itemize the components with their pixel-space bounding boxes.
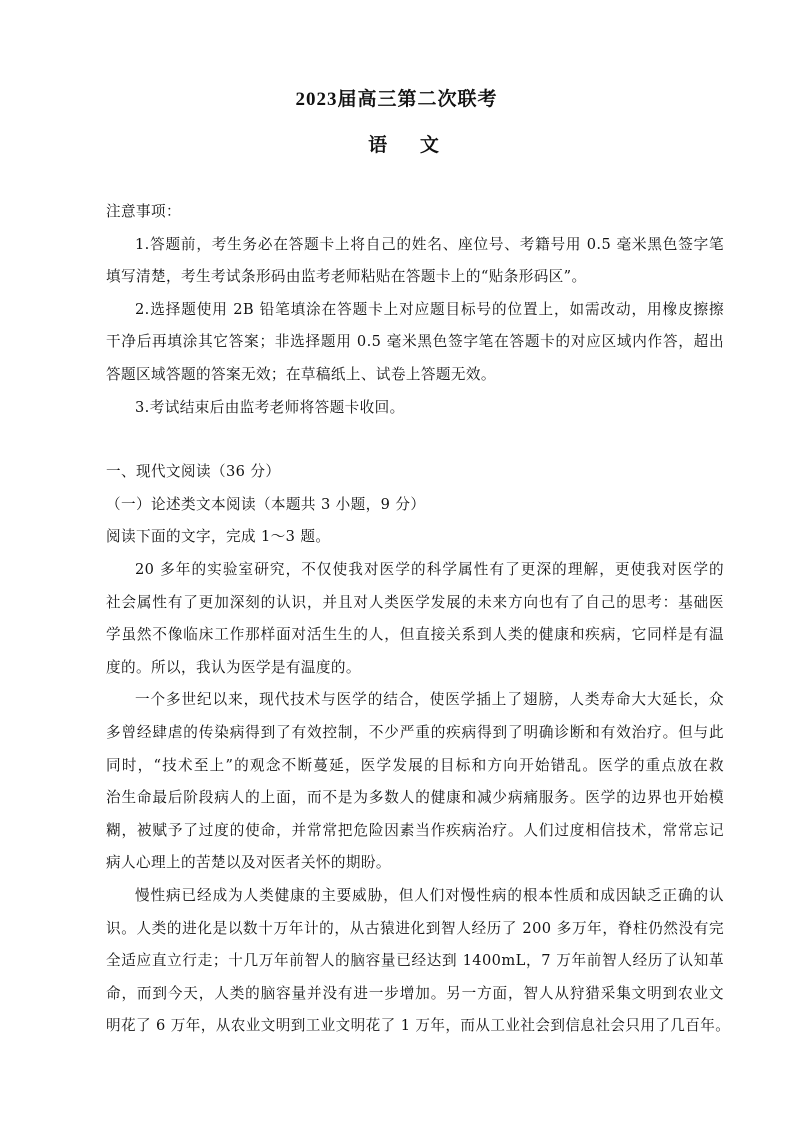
passage-line: 度的。所以，我认为医学是有温度的。 xyxy=(106,658,361,676)
passage-line: 治生命最后阶段病人的上面，而不是为多数人的健康和减少病痛服务。医学的边界也开始模 xyxy=(106,789,724,807)
passage-line: 社会属性有了更加深刻的认识，并且对人类医学发展的未来方向也有了自己的思考：基础医 xyxy=(106,593,724,611)
passage-line: 慢性病已经成为人类健康的主要威胁，但人们对慢性病的根本性质和成因缺乏正确的认 xyxy=(135,886,724,904)
section-subheading: （一）论述类文本阅读（本题共 3 小题，9 分） xyxy=(106,495,426,513)
notice-line: 1.答题前，考生务必在答题卡上将自己的姓名、座位号、考籍号用 0.5 毫米黑色签字笔 xyxy=(135,235,724,253)
passage-line: 明花了 6 万年，从农业文明到工业文明花了 1 万年，而从工业社会到信息社会只用了几百年。 xyxy=(106,1017,731,1035)
passage-line: 多曾经肆虐的传染病得到了有效控制，不少严重的疾病得到了明确诊断和有效治疗。但与此 xyxy=(106,723,724,741)
notice-block xyxy=(106,196,724,424)
passage-line: 一个多世纪以来，现代技术与医学的结合，使医学插上了翅膀，人类寿命大大延长，众 xyxy=(135,691,724,709)
passage-line: 病人心理上的苦楚以及对医者关怀的期盼。 xyxy=(106,854,391,872)
passage xyxy=(106,554,731,1043)
notice-line: 3.考试结束后由监考老师将答题卡收回。 xyxy=(135,398,405,416)
section-block xyxy=(106,456,724,554)
passage-line: 全适应直立行走；十几万年前智人的脑容量已经达到 1400mL，7 万年前智人经历了认知革 xyxy=(106,952,724,970)
passage-line: 糊，被赋予了过度的使命，并常常把危险因素当作疾病治疗。人们过度相信技术，常常忘记 xyxy=(106,821,724,839)
exam-title: 2023届高三第二次联考 xyxy=(295,89,498,110)
passage-line: 识。人类的进化是以数十万年计的，从古猿进化到智人经历了 200 多万年，脊柱仍然没有完 xyxy=(106,919,724,937)
notice-line: 2.选择题使用 2B 铅笔填涂在答题卡上对应题目标号的位置上，如需改动，用橡皮擦擦 xyxy=(135,300,724,318)
passage-line: 学虽然不像临床工作那样面对活生生的人，但直接关系到人类的健康和疾病，它同样是有温 xyxy=(106,626,724,644)
subject-title: 语 文 xyxy=(368,135,453,156)
notice-line: 填写清楚，考生考试条形码由监考老师粘贴在答题卡上的“贴条形码区”。 xyxy=(106,268,587,286)
notice-line: 答题区域答题的答案无效；在草稿纸上、试卷上答题无效。 xyxy=(106,365,496,383)
passage-line: 同时，“技术至上”的观念不断蔓延，医学发展的目标和方向开始错乱。医学的重点放在救 xyxy=(106,756,724,774)
passage-line: 命，而到今天，人类的脑容量并没有进一步增加。另一方面，智人从狩猎采集文明到农业文 xyxy=(106,984,724,1002)
passage-line: 20 多年的实验室研究，不仅使我对医学的科学属性有了更深的理解，更使我对医学的 xyxy=(135,561,724,578)
notice-heading: 注意事项： xyxy=(106,203,181,220)
section-heading: 一、现代文阅读（36 分） xyxy=(106,463,281,480)
section-instruction: 阅读下面的文字，完成 1～3 题。 xyxy=(106,528,331,546)
notice-line: 干净后再填涂其它答案；非选择题用 0.5 毫米黑色签字笔在答题卡的对应区域内作答，超出 xyxy=(106,333,724,351)
